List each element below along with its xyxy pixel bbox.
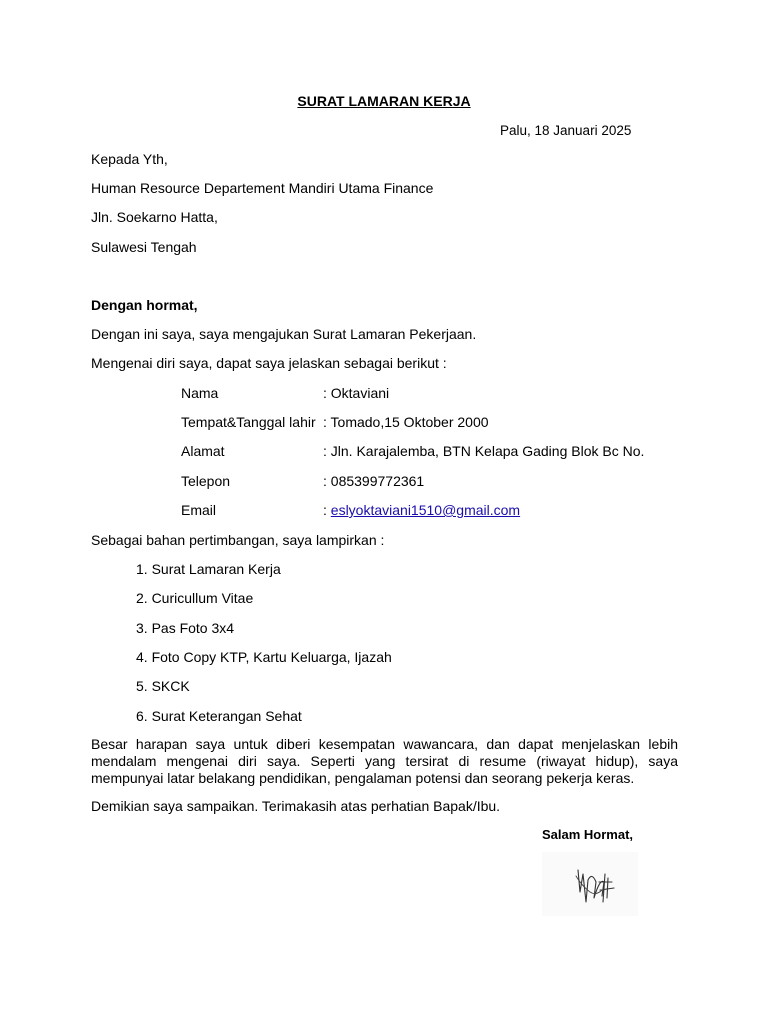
detail-label-address: Alamat: [181, 443, 225, 459]
attachment-item: 3. Pas Foto 3x4: [136, 620, 235, 636]
attachments-intro: Sebagai bahan pertimbangan, saya lampirkan :: [91, 532, 385, 548]
recipient-line-3: Sulawesi Tengah: [91, 239, 197, 255]
details-intro: Mengenai diri saya, dapat saya jelaskan sebagai berikut :: [91, 355, 447, 371]
recipient-line-1: Human Resource Departement Mandiri Utama Finance: [91, 180, 434, 196]
attachment-item: 2. Curicullum Vitae: [136, 590, 254, 606]
attachment-item: 1. Surat Lamaran Kerja: [136, 561, 281, 577]
email-prefix: :: [323, 502, 331, 518]
detail-label-birth: Tempat&Tanggal lahir: [181, 414, 316, 430]
email-link[interactable]: eslyoktaviani1510@gmail.com: [330, 502, 521, 518]
hope-paragraph: Besar harapan saya untuk diberi kesempatan wawancara, dan dapat menjelaskan lebih mendalam mengenai diri saya. Seperti yang tersirat di resume (riwayat hidup), saya mempunyai latar belakang pendidikan, pengalaman potensi dan seorang pekerja keras.: [91, 736, 678, 786]
attachment-item: 6. Surat Keterangan Sehat: [136, 708, 302, 724]
signature: [542, 852, 638, 916]
signature-scribble: [542, 852, 638, 916]
detail-label-email: Email: [181, 502, 217, 518]
detail-value-phone: : 085399772361: [323, 473, 425, 489]
recipient-line-2: Jln. Soekarno Hatta,: [91, 209, 218, 225]
detail-label-phone: Telepon: [181, 473, 231, 489]
detail-value-birth: : Tomado,15 Oktober 2000: [323, 414, 489, 430]
closing-sentence: Demikian saya sampaikan. Terimakasih atas perhatian Bapak/Ibu.: [91, 798, 501, 814]
intro-sentence: Dengan ini saya, saya mengajukan Surat Lamaran Pekerjaan.: [91, 326, 477, 342]
detail-value-email: [323, 502, 520, 519]
letter-title: SURAT LAMARAN KERJA: [297, 93, 471, 109]
greeting: Dengan hormat,: [91, 297, 198, 313]
detail-label-name: Nama: [181, 385, 219, 401]
attachment-item: 4. Foto Copy KTP, Kartu Keluarga, Ijazah: [136, 649, 392, 665]
detail-value-address: : Jln. Karajalemba, BTN Kelapa Gading Blok Bc No.: [323, 443, 645, 459]
closing-greeting: Salam Hormat,: [542, 827, 634, 842]
place-date: Palu, 18 Januari 2025: [500, 123, 632, 138]
detail-value-name: : Oktaviani: [323, 385, 390, 401]
attachment-item: 5. SKCK: [136, 678, 190, 694]
recipient-salutation: Kepada Yth,: [91, 151, 168, 167]
